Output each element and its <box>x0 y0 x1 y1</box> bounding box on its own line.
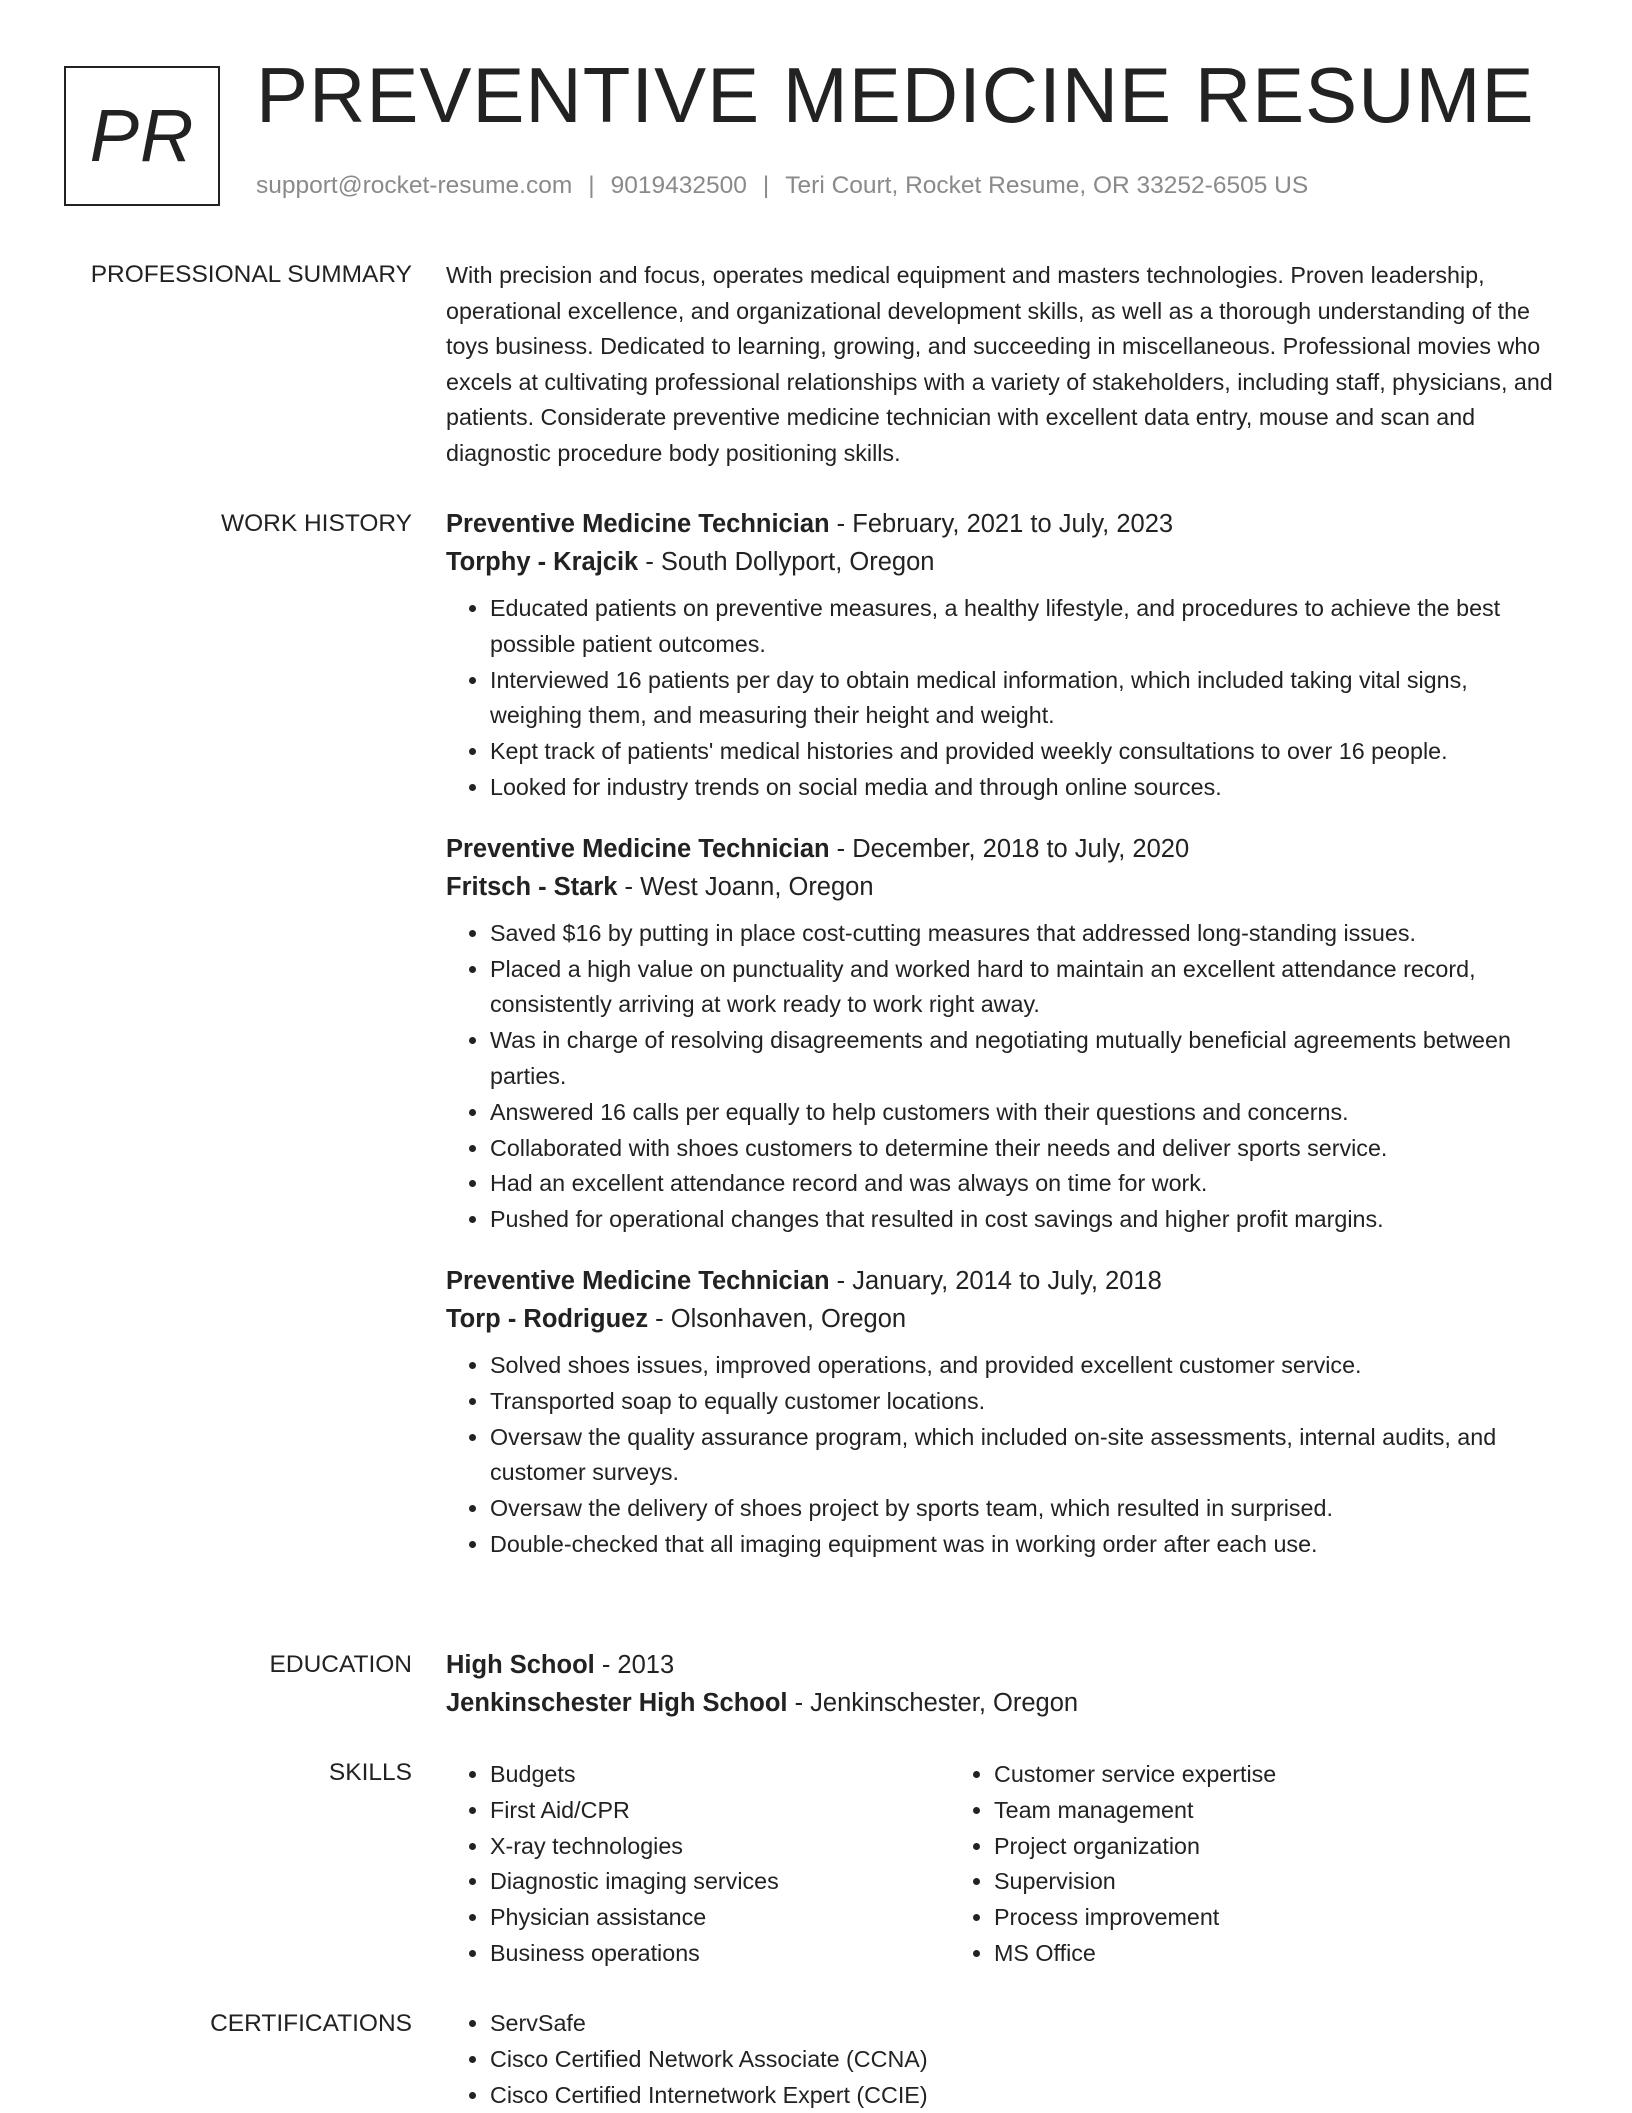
section-label-work-history: WORK HISTORY <box>220 510 412 537</box>
job-bullet: • Solved shoes issues, improved operations, and provided excellent customer service. <box>490 1348 1566 1384</box>
job-bullet: • Answered 16 calls per equally to help customers with their questions and concerns. <box>490 1095 1566 1131</box>
certifications-list <box>446 2006 1566 2113</box>
job-company: Torp - Rodriguez <box>446 1304 649 1333</box>
job-bullet: • Collaborated with shoes customers to determine their needs and deliver sports service. <box>490 1131 1566 1167</box>
monogram-box <box>64 66 220 206</box>
section-label-skills: SKILLS <box>328 1759 412 1786</box>
job-bullet: • Pushed for operational changes that resulted in cost savings and higher profit margins. <box>490 1202 1566 1238</box>
job-bullet: • Looked for industry trends on social media and through online sources. <box>490 770 1566 806</box>
job-location: - Olsonhaven, Oregon <box>648 1304 907 1333</box>
skill-item: • First Aid/CPR <box>490 1793 950 1829</box>
section-label-summary: PROFESSIONAL SUMMARY <box>90 261 412 288</box>
job-title: Preventive Medicine Technician <box>446 510 830 538</box>
contact-email[interactable]: support@rocket-resume.com <box>256 172 573 199</box>
education-school-line <box>446 1684 1566 1722</box>
skill-item: • Process improvement <box>994 1900 1454 1936</box>
job-company-line <box>446 868 1566 906</box>
job-bullet: • Interviewed 16 patients per day to obtain medical information, which included taking vital signs, weighing them, and measuring their height and weight. <box>490 663 1566 735</box>
job-dates: - February, 2021 to July, 2023 <box>829 510 1174 538</box>
job-bullet: • Educated patients on preventive measures, a healthy lifestyle, and procedures to achieve the best possible patient outcomes. <box>490 591 1566 663</box>
skill-item: • Physician assistance <box>490 1900 950 1936</box>
skill-item: • Diagnostic imaging services <box>490 1864 950 1900</box>
certifications-section <box>446 2006 1566 2113</box>
certification-item: • Cisco Certified Network Associate (CCNA) <box>490 2042 1566 2078</box>
skill-item: • Project organization <box>994 1829 1454 1865</box>
certification-item: • Cisco Certified Internetwork Expert (CCIE) <box>490 2078 1566 2113</box>
job-location: - South Dollyport, Oregon <box>638 548 935 576</box>
certification-item: • ServSafe <box>490 2006 1566 2042</box>
skills-list-left <box>446 1757 950 1972</box>
job-entry <box>446 830 1566 1238</box>
skill-item: • MS Office <box>994 1936 1454 1972</box>
job-company: Fritsch - Stark <box>446 872 618 901</box>
job-entry <box>446 505 1566 806</box>
monogram-initials: PR <box>89 94 195 177</box>
skills-list-right <box>950 1757 1454 1972</box>
job-location: - West Joann, Oregon <box>617 872 874 901</box>
job-dates: - January, 2014 to July, 2018 <box>829 1266 1162 1295</box>
job-company-line <box>446 543 1566 581</box>
job-bullet: • Placed a high value on punctuality and worked hard to maintain an excellent attendance record, consistently arriving at work ready to work right away. <box>490 952 1566 1024</box>
skill-item: • X-ray technologies <box>490 1829 950 1865</box>
job-title: Preventive Medicine Technician <box>446 834 830 863</box>
skill-item: • Budgets <box>490 1757 950 1793</box>
job-company-line <box>446 1300 1566 1338</box>
education-degree: High School <box>446 1651 595 1679</box>
contact-line <box>256 174 1308 199</box>
skill-item: • Supervision <box>994 1864 1454 1900</box>
education-location: - Jenkinschester, Oregon <box>787 1689 1079 1717</box>
section-label-education: EDUCATION <box>269 1651 412 1678</box>
section-label-certifications: CERTIFICATIONS <box>210 2010 412 2037</box>
job-bullet: • Had an excellent attendance record and was always on time for work. <box>490 1166 1566 1202</box>
education-year: - 2013 <box>594 1651 675 1679</box>
resume-title: PREVENTIVE MEDICINE RESUME <box>256 51 1535 139</box>
job-title-line <box>446 505 1566 543</box>
job-bullet: • Saved $16 by putting in place cost-cutting measures that addressed long-standing issues. <box>490 916 1566 952</box>
job-bullet: • Transported soap to equally customer locations. <box>490 1384 1566 1420</box>
education-school: Jenkinschester High School <box>446 1689 788 1717</box>
skill-item: • Team management <box>994 1793 1454 1829</box>
education-section <box>446 1646 1566 1722</box>
education-degree-line <box>446 1646 1566 1684</box>
skill-item: • Customer service expertise <box>994 1757 1454 1793</box>
work-history-section <box>446 505 1566 1587</box>
job-entry <box>446 1262 1566 1563</box>
contact-address: Teri Court, Rocket Resume, OR 33252-6505 US <box>785 172 1309 199</box>
job-bullet: • Oversaw the quality assurance program, which included on-site assessments, internal audits, and customer surveys. <box>490 1420 1566 1492</box>
skill-item: • Business operations <box>490 1936 950 1972</box>
job-title-line <box>446 1262 1566 1300</box>
job-title: Preventive Medicine Technician <box>446 1266 830 1295</box>
skills-section <box>446 1757 1566 1972</box>
contact-separator: | <box>588 172 595 199</box>
summary-section <box>446 258 1566 472</box>
job-bullet: • Double-checked that all imaging equipment was in working order after each use. <box>490 1527 1566 1563</box>
summary-text: With precision and focus, operates medical equipment and masters technologies. Proven leadership, operational excellence, and organizational development skills, as well as a thorough understanding of the toys business. Dedicated to learning, growing, and succeeding in miscellaneous. Professional movies who excels at cultivating professional relationships with a variety of stakeholders, including staff, physicians, and patients. Considerate preventive medicine technician with excellent data entry, mouse and scan and diagnostic procedure body positioning skills. <box>446 262 1553 466</box>
job-company: Torphy - Krajcik <box>446 548 639 576</box>
job-bullets <box>446 591 1566 806</box>
contact-separator: | <box>762 172 770 199</box>
contact-phone[interactable]: 9019432500 <box>610 172 747 199</box>
job-bullet: • Kept track of patients' medical histories and provided weekly consultations to over 16 people. <box>490 734 1566 770</box>
job-dates: - December, 2018 to July, 2020 <box>829 834 1190 863</box>
job-bullet: • Was in charge of resolving disagreements and negotiating mutually beneficial agreements between parties. <box>490 1023 1566 1095</box>
job-bullets <box>446 916 1566 1238</box>
job-title-line <box>446 830 1566 868</box>
job-bullets <box>446 1348 1566 1563</box>
job-bullet: • Oversaw the delivery of shoes project by sports team, which resulted in surprised. <box>490 1491 1566 1527</box>
